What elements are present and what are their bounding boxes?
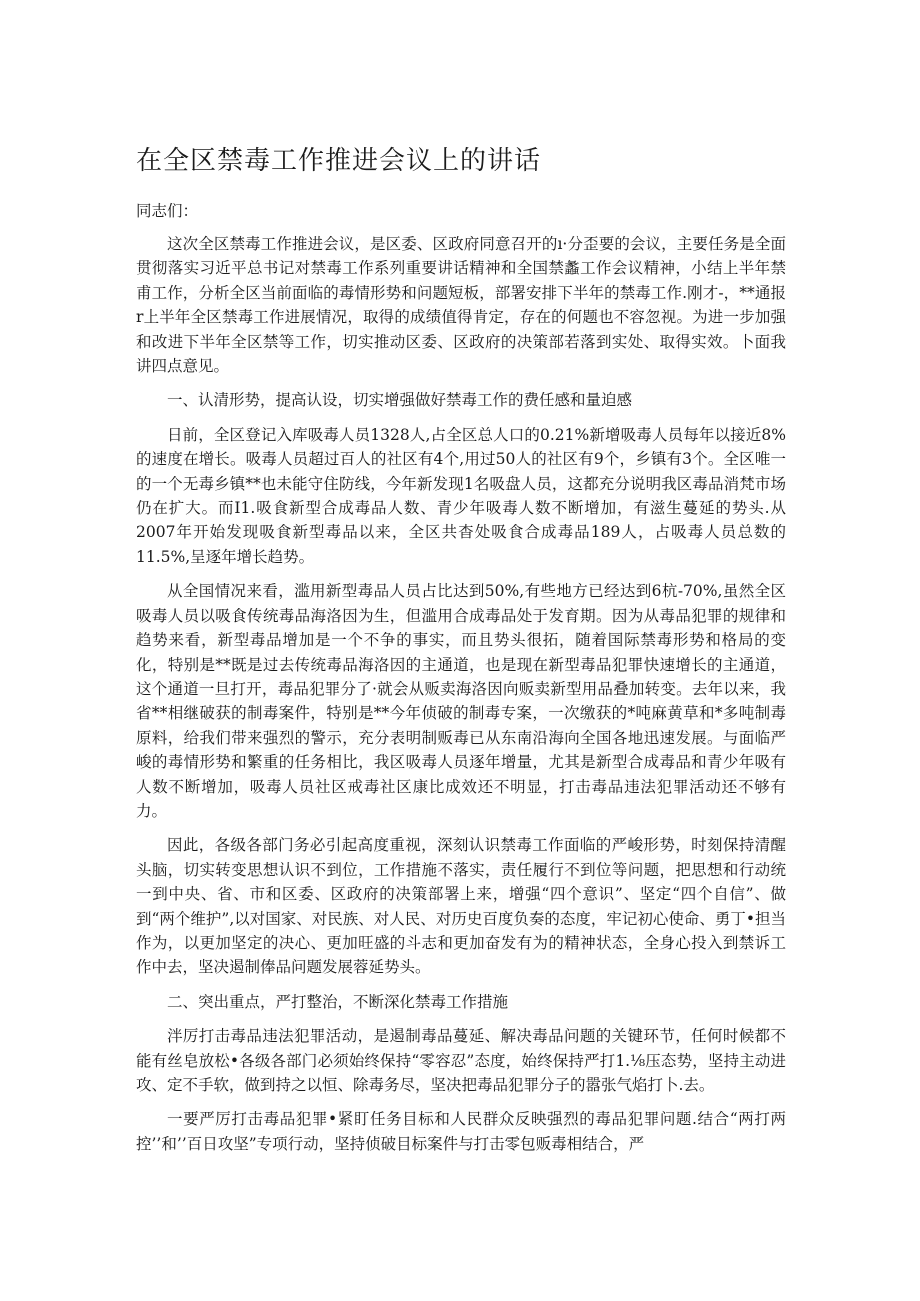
document-body bbox=[136, 232, 786, 1166]
body-paragraph: 日前，全区登记入库吸毒人员1328人,占全区总人口的0.21%新增吸毒人员每年以接近8%的速度在增长。吸毒人员超过百人的社区有4个,用过50人的社区有9个，乡镇有3个。全区唯一的一个无毒乡镇**也未能守住防线，今年新发现1名吸盘人员，这都充分说明我区毒品消梵市场仍在扩大。而I1.吸食新型合成毒品人数、青少年吸毒人数不断增加，有滋生蔓延的势头.从2007年开始发现吸食新型毒品以来，全区共杳处吸食合成毒品189人，占吸毒人员总数的11.5%,呈逐年增长趋势。 bbox=[136, 425, 786, 566]
document-title: 在全区禁毒工作推进会议上的讲话 bbox=[136, 146, 542, 176]
body-paragraph: 因此，各级各部门务必引起高度重视，深刻认识禁毒工作面临的严峻形势，时刻保持清醒头脑，切实转变思想认识不到位，工作措施不落实，责任履行不到位等问题，把思想和行动统一到中央、省、市和区委、区政府的决策部署上来，增强“四个意识”、坚定“四个自信”、做到“两个维护”,以对国家、对民族、对人民、对历史百度负奏的态度，牢记初心使命、勇丁•担当作为，以更加坚定的决心、更加旺盛的斗志和更加奋发有为的精神状态，全身心投入到禁诉工作中去，坚决遏制俸品问题发展蓉延势头。 bbox=[136, 836, 786, 977]
salutation: 同志们： bbox=[136, 202, 199, 220]
body-paragraph: 一要严厉打击毒品犯罪•紧盯任务目标和人民群众反映强烈的毒品犯罪问题.结合“两打两控’’和’’百日攻坚”专项行动，坚持侦破目标案件与打击零包贩毒相结合，严 bbox=[136, 1110, 786, 1153]
section-heading: 二、突出重点，严打整治，不断深化禁毒工作措施 bbox=[167, 992, 509, 1011]
section-heading: 一、认清形势，提高认设，切实增强做好禁毒工作的费任感和量迫感 bbox=[167, 391, 633, 410]
body-paragraph: 泮厉打击毒品违法犯罪活动，是遏制毒品蔓延、解决毒品问题的关键环节，任何时候都不能有丝皂放松•各级各部门必须始终保持“零容忍”态度，始终保持严打1.⅛压态势，坚持主动进攻、定不手软，做到持之以恒、除毒务尽，坚决把毒品犯罪分子的嚣张气焰打卜.去。 bbox=[136, 1027, 786, 1094]
body-paragraph: 这次全区禁毒工作推进会议，是区委、区政府同意召开的ı·分歪要的会议，主要任务是全面贯彻落实习近平总书记对禁毒工作系列重要讲话精神和全国禁蠡工作会议精神，小结上半年禁甫工作，分析全区当前面临的毒情形势和问题短板，部署安排下半年的禁毒工作.刚才-，**通报r上半年全区禁毒工作进展情况，取得的成绩值得肯定，存在的何题也不容忽视。为进一步加强和改进下半年全区禁等工作，切实推动区委、区政府的决策部若落到实处、取得实效。卜面我讲四点意见。 bbox=[136, 235, 786, 376]
body-paragraph: 从全国情况来看，滥用新型毒品人员占比达到50%,有些地方已经达到6杭-70%,虽然全区吸毒人员以吸食传统毒品海洛因为生，但滥用合成毒品处于发育期。因为从毒品犯罪的规律和趋势来看，新型毒品增加是一个不争的事实，而且势头很拓，随着国际禁毒形势和格局的变化，特别是**既是过去传统毒品海洛因的主通道，也是现在新型毒品犯罪快速增长的主通道，这个通道一旦打开，毒品犯罪分了·就会从贩卖海洛因向贩卖新型用品叠加转变。去年以来，我省**相继破获的制毒案件，特别是**今年侦破的制毒专案，一次缴获的*吨麻黄草和*多吨制毒原料，给我们带来强烈的警示，充分表明制贩毒已从东南沿海向全国各地迅速发展。与面临严峻的毒情形势和繁重的任务相比，我区吸毒人员逐年增量，尤其是新型合成毒品和青少年吸有人数不断增加，吸毒人员社区戒毒社区康比成效还不明显，打击毒品违法犯罪活动还不够有力。 bbox=[136, 582, 786, 820]
